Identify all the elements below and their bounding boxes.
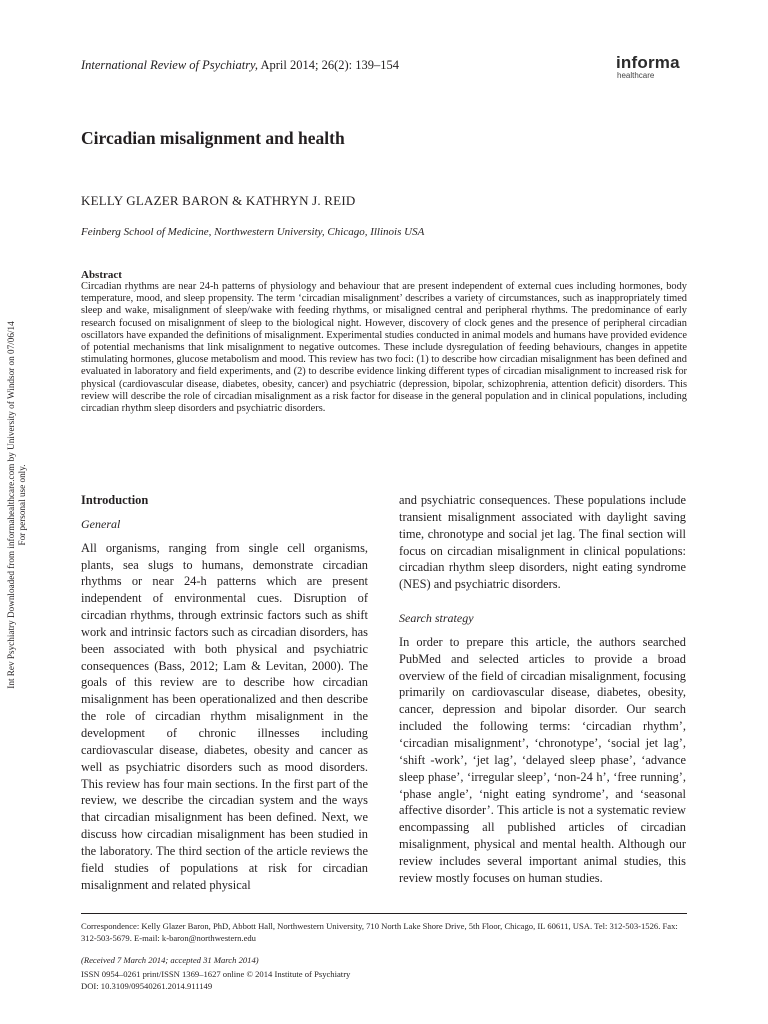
watermark-line-1: Int Rev Psychiatry Downloaded from informahealthcare.com by University of Windsor on 07/06/14 [6,321,16,689]
body-column-right [399,492,686,887]
watermark-line-2: For personal use only. [17,464,27,546]
intro-paragraph: All organisms, ranging from single cell organisms, plants, sea slugs to humans, demonstrate circadian rhythms or near 24-h patterns which are present independent of environmental cues. Disruption of circadian rhythms, through extrinsic factors such as shift work and intrinsic factors such as circadian disorders, has been associated with both physical and psychiatric consequences (Bass, 2012; Lam & Levitan, 2000). The goals of this review are to describe how circadian misalignment has been operationalized and then describe the role of circadian rhythm misalignment in the development of chronic illnesses including cardiovascular disease, diabetes, obesity and cancer as well as psychiatric disorders such as mood disorders. This review has four main sections. In the first part of the review, we describe the circadian system and the ways that circadian misalignment has been defined. Next, we discuss how circadian misalignment has been studied in the laboratory. The third section of the article reviews the field studies of populations at risk for circadian misalignment and related physical [81,540,368,892]
body-column-left [81,492,368,893]
journal-citation [81,58,399,73]
issn-line: ISSN 0954–0261 print/ISSN 1369–1627 online © 2014 Institute of Psychiatry [81,969,351,979]
abstract-heading: Abstract [81,269,122,281]
journal-name: International Review of Psychiatry, [81,58,259,72]
correspondence-note: Correspondence: Kelly Glazer Baron, PhD, Abbott Hall, Northwestern University, 710 North Lake Shore Drive, 5th Floor, Chicago, IL 60611, USA. Tel: 312-503-1526. Fax: 312-503-5679. E-mail: k-baron@northwestern.edu [81,921,678,943]
publication-ids [81,968,350,992]
publisher-name: informa [616,53,680,72]
abstract-text: Circadian rhythms are near 24-h patterns of physiology and behaviour that are present independent of external cues including hormones, body temperature, mood, and sleep propensity. The term ‘circadian misalignment’ describes a variety of circumstances, such as inappropriately timed sleep and wake, misalignment of sleep/wake with feeding rhythms, or misaligned central and peripheral rhythms. The predominance of early research focused on misalignment of sleep to the biological night. However, discovery of clock genes and the presence of peripheral circadian oscillators have expanded the definitions of misalignment. Experimental studies conducted in animal models and humans have provided evidence of potential mechanisms that link misalignment to negative outcomes. These include dysregulation of feeding behaviours, changes in appetite stimulating hormones, glucose metabolism and mood. This review has two foci: (1) to describe how circadian misalignment has been defined and evaluated in laboratory and field experiments, and (2) to describe evidence linking different types of circadian misalignment to increased risk for physical (cardiovascular disease, diabetes, obesity, cancer) and psychiatric (depression, bipolar, schizophrenia, attention deficit) disorders. This review will describe the role of circadian misalignment as a risk factor for disease in the general population and in clinical populations, including circadian rhythm sleep disorders and psychiatric disorders. [81,281,687,415]
author-affiliation: Feinberg School of Medicine, Northwestern University, Chicago, Illinois USA [81,226,425,238]
journal-issue: April 2014; 26(2): 139–154 [258,58,400,72]
footnote-divider [81,913,687,914]
doi-line: DOI: 10.3109/09540261.2014.911149 [81,981,213,991]
article-authors: KELLY GLAZER BARON & KATHRYN J. REID [81,193,356,208]
subsection-heading-general: General [81,516,121,531]
download-watermark [0,290,40,720]
continued-paragraph: and psychiatric consequences. These populations include transient misalignment associated with daylight saving time, chronotype and social jet lag. The final section will focus on circadian misalignment in clinical populations: circadian rhythm sleep disorders, night eating syndrome (NES) and psychiatric disorders. [399,493,686,592]
received-dates: (Received 7 March 2014; accepted 31 March 2014) [81,955,259,965]
search-strategy-paragraph: In order to prepare this article, the authors searched PubMed and selected articles to provide a broad overview of the field of circadian misalignment, focusing primarily on cardiovascular disease, diabetes, obesity, cancer, depression and bipolar disorder. Our search included the following terms: ‘circadian rhythm’, ‘circadian misalignment’, ‘chronotype’, ‘social jet lag’, ‘shift -work’, ‘jet lag’, ‘delayed sleep phase’, ‘advance sleep phase’, ‘irregular sleep’, ‘non-24 h’, ‘free running’, ‘phase angle’, ‘night eating syndrome’, and ‘seasonal affective disorder’. This article is not a systematic review encompassing all published articles of circadian misalignment, physical and mental health. Although our review includes several important animal studies, this review mostly focuses on human studies. [399,634,686,885]
publisher-logo [616,54,686,81]
article-title: Circadian misalignment and health [81,128,345,148]
section-heading-introduction: Introduction [81,493,149,507]
publisher-sub: healthcare [617,71,655,80]
subsection-heading-search-strategy: Search strategy [399,611,474,626]
